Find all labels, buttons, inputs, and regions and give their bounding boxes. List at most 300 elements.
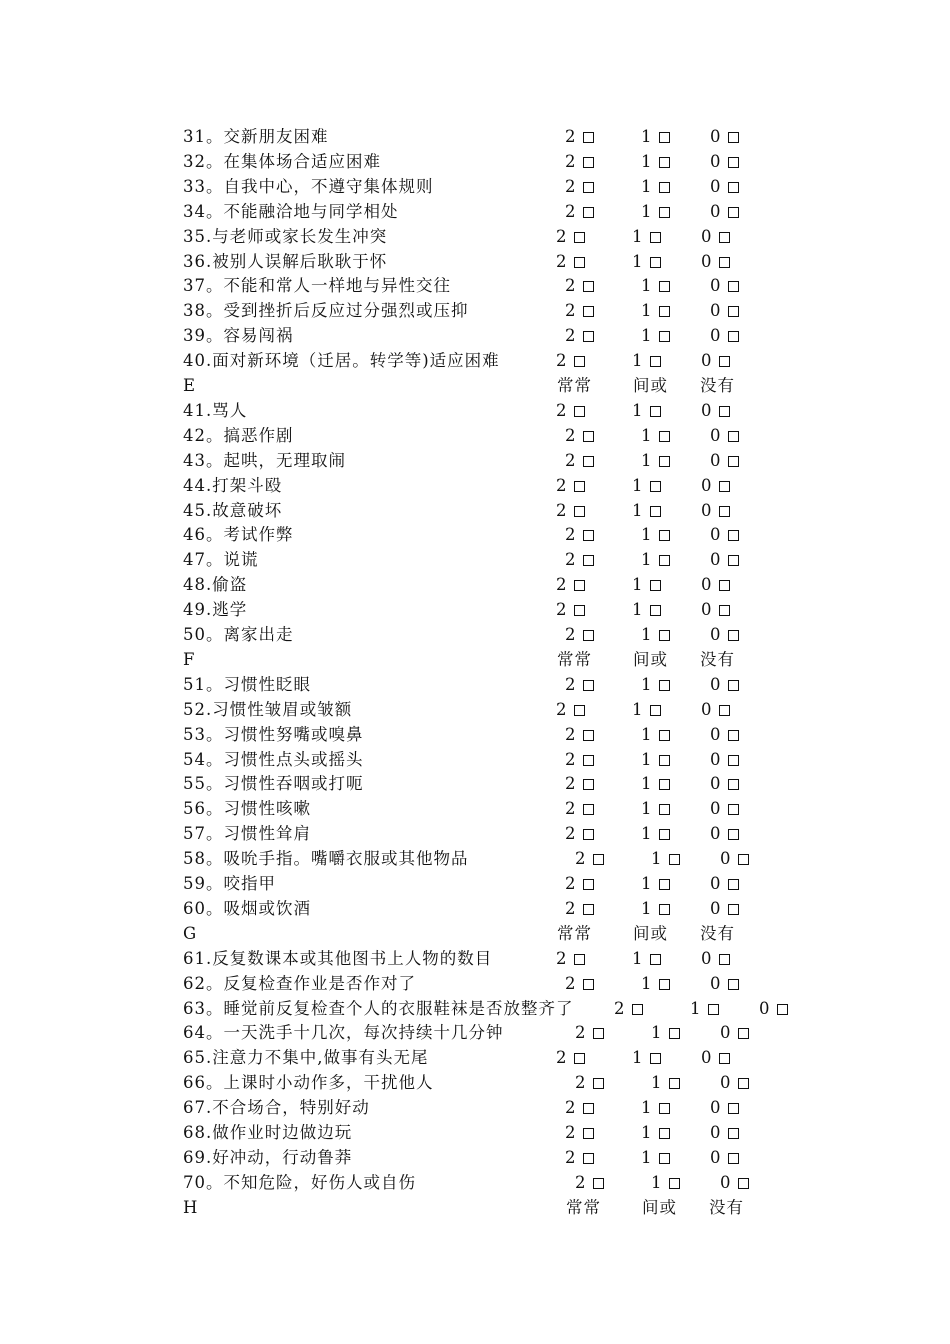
option-value: 2 (565, 276, 577, 296)
option-0 (710, 672, 739, 697)
checkbox-square[interactable] (719, 257, 730, 268)
checkbox-square[interactable] (719, 506, 730, 517)
checkbox-square[interactable] (583, 331, 594, 342)
option-1 (632, 398, 661, 423)
column-header: 没有 (700, 376, 735, 395)
checkbox-square[interactable] (659, 680, 670, 691)
question-text: 46。考试作弊 (183, 525, 294, 545)
option-2 (565, 622, 594, 647)
checkbox-square[interactable] (659, 306, 670, 317)
checkbox-square[interactable] (650, 481, 661, 492)
option-0 (720, 1070, 749, 1095)
option-value: 0 (710, 874, 722, 893)
option-2 (556, 348, 585, 373)
checkbox-square[interactable] (650, 580, 661, 591)
question-row (183, 273, 823, 298)
option-value: 2 (556, 400, 568, 420)
question-row (183, 473, 823, 498)
checkbox-square[interactable] (583, 979, 594, 990)
option-value: 2 (565, 550, 577, 570)
checkbox-square[interactable] (583, 530, 594, 541)
checkbox-square[interactable] (659, 829, 670, 840)
checkbox-square[interactable] (583, 1103, 594, 1114)
checkbox-square[interactable] (659, 730, 670, 741)
option-1 (641, 273, 670, 298)
option-value: 0 (710, 1147, 722, 1167)
option-value: 2 (575, 849, 587, 869)
checkbox-square[interactable] (728, 1128, 739, 1139)
option-value: 1 (641, 898, 653, 918)
checkbox-square[interactable] (583, 157, 594, 168)
checkbox-square[interactable] (574, 954, 585, 965)
checkbox-square[interactable] (659, 431, 670, 442)
checkbox-square[interactable] (574, 481, 585, 492)
checkbox-square[interactable] (583, 1128, 594, 1139)
checkbox-square[interactable] (738, 1028, 749, 1039)
option-1 (641, 547, 670, 572)
option-2 (565, 199, 594, 224)
checkbox-square[interactable] (728, 779, 739, 790)
option-value: 0 (710, 276, 722, 296)
option-2 (565, 1095, 594, 1120)
checkbox-square[interactable] (728, 281, 739, 292)
option-value: 2 (556, 475, 568, 495)
checkbox-square[interactable] (583, 456, 594, 467)
checkbox-square[interactable] (659, 1103, 670, 1114)
option-value: 2 (575, 1172, 587, 1192)
checkbox-square[interactable] (728, 904, 739, 915)
checkbox-square[interactable] (719, 1053, 730, 1064)
checkbox-square[interactable] (669, 1078, 680, 1089)
option-2 (565, 323, 594, 348)
option-2 (565, 796, 594, 821)
option-value: 0 (720, 1172, 732, 1192)
option-1 (651, 1070, 680, 1095)
question-text: 55。习惯性吞咽或打呃 (183, 774, 364, 794)
option-0 (710, 971, 739, 996)
option-1 (641, 1095, 670, 1120)
option-value: 1 (690, 998, 702, 1018)
option-value: 1 (641, 425, 653, 445)
checkbox-square[interactable] (574, 580, 585, 591)
option-0 (710, 1095, 739, 1120)
checkbox-square[interactable] (728, 431, 739, 442)
option-value: 0 (720, 1023, 732, 1043)
question-row (183, 249, 823, 274)
checkbox-square[interactable] (738, 1178, 749, 1189)
option-value: 1 (641, 450, 653, 470)
checkbox-square[interactable] (583, 829, 594, 840)
option-value: 2 (556, 600, 568, 620)
option-0 (710, 1145, 739, 1170)
question-text: 50。离家出走 (183, 625, 294, 644)
question-text: 47。说谎 (183, 550, 259, 570)
option-value: 1 (641, 724, 653, 744)
column-header: 常常 (557, 923, 592, 943)
checkbox-square[interactable] (650, 954, 661, 965)
question-text: 53。习惯性努嘴或嗅鼻 (183, 724, 364, 744)
checkbox-square[interactable] (659, 755, 670, 766)
option-value: 1 (641, 1098, 653, 1118)
option-value: 2 (556, 575, 568, 595)
question-row (183, 846, 823, 871)
option-1 (641, 124, 670, 149)
question-text: 48.偷盗 (183, 575, 248, 595)
option-1 (632, 572, 661, 597)
option-2 (575, 846, 604, 871)
option-value: 0 (710, 550, 722, 570)
question-text: 58。吸吮手指。嘴嚼衣服或其他物品 (183, 849, 469, 869)
checkbox-square[interactable] (593, 854, 604, 865)
column-header: 常常 (557, 649, 592, 669)
option-2 (556, 249, 585, 274)
checkbox-square[interactable] (659, 1153, 670, 1164)
option-value: 0 (701, 1048, 713, 1068)
checkbox-square[interactable] (659, 281, 670, 292)
option-value: 1 (632, 226, 644, 246)
option-value: 1 (651, 1172, 663, 1192)
checkbox-square[interactable] (574, 356, 585, 367)
checkbox-square[interactable] (583, 680, 594, 691)
option-value: 2 (565, 749, 577, 769)
option-0 (701, 224, 730, 249)
question-row (183, 896, 823, 921)
option-value: 2 (565, 674, 577, 694)
option-1 (641, 199, 670, 224)
checkbox-square[interactable] (728, 306, 739, 317)
option-value: 2 (565, 1147, 577, 1167)
checkbox-square[interactable] (650, 605, 661, 616)
checkbox-square[interactable] (728, 182, 739, 193)
checkbox-square[interactable] (659, 804, 670, 815)
checkbox-square[interactable] (574, 605, 585, 616)
option-value: 2 (565, 898, 577, 918)
option-value: 0 (710, 326, 722, 346)
option-1 (632, 597, 661, 622)
checkbox-square[interactable] (728, 331, 739, 342)
option-0 (759, 996, 788, 1021)
checkbox-square[interactable] (728, 207, 739, 218)
checkbox-square[interactable] (728, 730, 739, 741)
checkbox-square[interactable] (719, 481, 730, 492)
checkbox-square[interactable] (583, 431, 594, 442)
checkbox-square[interactable] (719, 232, 730, 243)
question-text: 37。不能和常人一样地与异性交往 (183, 276, 451, 296)
checkbox-square[interactable] (650, 406, 661, 417)
option-value: 2 (565, 525, 577, 545)
question-row (183, 398, 823, 423)
option-1 (632, 946, 661, 971)
checkbox-square[interactable] (650, 1053, 661, 1064)
column-header: 常常 (566, 1197, 601, 1217)
option-value: 2 (614, 998, 626, 1018)
question-row (183, 1045, 823, 1070)
option-1 (632, 498, 661, 523)
checkbox-square[interactable] (728, 555, 739, 566)
checkbox-square[interactable] (583, 755, 594, 766)
question-text: 45.故意破坏 (183, 500, 283, 520)
option-0 (710, 547, 739, 572)
option-value: 2 (565, 1123, 577, 1142)
option-1 (641, 871, 670, 896)
checkbox-square[interactable] (583, 779, 594, 790)
checkbox-square[interactable] (583, 804, 594, 815)
question-row (183, 1095, 823, 1120)
option-2 (565, 672, 594, 697)
checkbox-square[interactable] (593, 1078, 604, 1089)
checkbox-square[interactable] (738, 854, 749, 865)
checkbox-square[interactable] (728, 804, 739, 815)
checkbox-square[interactable] (583, 132, 594, 143)
option-1 (641, 821, 670, 846)
question-row (183, 747, 823, 772)
checkbox-square[interactable] (728, 879, 739, 890)
option-0 (710, 522, 739, 547)
option-value: 1 (641, 151, 653, 171)
question-text: 33。自我中心，不遵守集体规则 (183, 176, 434, 196)
question-row (183, 821, 823, 846)
option-value: 1 (641, 276, 653, 296)
question-text: 59。咬指甲 (183, 874, 276, 893)
question-text: 43。起哄，无理取闹 (183, 450, 346, 470)
section-header-row (183, 1195, 823, 1220)
checkbox-square[interactable] (659, 132, 670, 143)
option-value: 1 (641, 301, 653, 321)
checkbox-square[interactable] (583, 630, 594, 641)
option-2 (556, 946, 585, 971)
option-2 (556, 1045, 585, 1070)
checkbox-square[interactable] (583, 555, 594, 566)
option-2 (556, 697, 585, 722)
checkbox-square[interactable] (583, 730, 594, 741)
checkbox-square[interactable] (659, 530, 670, 541)
option-value: 0 (710, 625, 722, 644)
option-value: 2 (565, 450, 577, 470)
option-value: 2 (565, 724, 577, 744)
checkbox-square[interactable] (650, 506, 661, 517)
option-2 (565, 124, 594, 149)
checkbox-square[interactable] (738, 1078, 749, 1089)
checkbox-square[interactable] (719, 605, 730, 616)
option-value: 0 (701, 575, 713, 595)
checkbox-square[interactable] (583, 207, 594, 218)
checkbox-square[interactable] (659, 630, 670, 641)
option-value: 0 (710, 151, 722, 171)
option-2 (575, 1170, 604, 1195)
question-text: 65.注意力不集中,做事有头无尾 (183, 1048, 429, 1068)
option-value: 0 (720, 849, 732, 869)
option-2 (565, 971, 594, 996)
checkbox-square[interactable] (659, 1128, 670, 1139)
option-0 (710, 722, 739, 747)
option-2 (565, 423, 594, 448)
checkbox-square[interactable] (728, 979, 739, 990)
option-value: 2 (565, 201, 577, 221)
option-0 (710, 821, 739, 846)
option-1 (641, 672, 670, 697)
checkbox-square[interactable] (650, 705, 661, 716)
option-1 (641, 971, 670, 996)
option-1 (632, 473, 661, 498)
option-value: 0 (701, 226, 713, 246)
option-value: 1 (632, 400, 644, 420)
checkbox-square[interactable] (669, 1028, 680, 1039)
option-1 (641, 174, 670, 199)
question-text: 54。习惯性点头或摇头 (183, 749, 364, 769)
option-value: 2 (565, 799, 577, 819)
checkbox-square[interactable] (728, 530, 739, 541)
option-value: 0 (710, 1123, 722, 1142)
checkbox-square[interactable] (583, 306, 594, 317)
option-0 (701, 249, 730, 274)
option-value: 0 (710, 127, 722, 146)
checkbox-square[interactable] (728, 630, 739, 641)
checkbox-square[interactable] (632, 1004, 643, 1015)
option-value: 0 (710, 301, 722, 321)
question-text: 51。习惯性眨眼 (183, 674, 311, 694)
option-0 (720, 1020, 749, 1045)
option-0 (710, 323, 739, 348)
checkbox-square[interactable] (728, 157, 739, 168)
option-value: 1 (641, 1147, 653, 1167)
checkbox-square[interactable] (719, 356, 730, 367)
checkbox-square[interactable] (659, 779, 670, 790)
checkbox-square[interactable] (583, 1153, 594, 1164)
section-header-row (183, 921, 823, 946)
option-1 (632, 249, 661, 274)
option-value: 1 (632, 351, 644, 371)
checkbox-square[interactable] (574, 232, 585, 243)
checkbox-square[interactable] (574, 1053, 585, 1064)
question-text: 67.不合场合，特别好动 (183, 1098, 370, 1118)
checkbox-square[interactable] (728, 755, 739, 766)
checkbox-square[interactable] (659, 904, 670, 915)
option-value: 2 (565, 326, 577, 346)
checkbox-square[interactable] (669, 854, 680, 865)
option-value: 2 (565, 874, 577, 893)
question-text: 38。受到挫折后反应过分强烈或压抑 (183, 301, 469, 321)
checkbox-square[interactable] (659, 979, 670, 990)
option-2 (575, 1070, 604, 1095)
option-1 (641, 423, 670, 448)
question-row (183, 871, 823, 896)
option-value: 1 (641, 1123, 653, 1142)
option-value: 2 (565, 625, 577, 644)
option-1 (641, 747, 670, 772)
checkbox-square[interactable] (583, 904, 594, 915)
section-header-row (183, 647, 823, 672)
option-value: 0 (710, 425, 722, 445)
option-value: 2 (565, 301, 577, 321)
option-value: 2 (565, 774, 577, 794)
option-2 (556, 597, 585, 622)
checkbox-square[interactable] (593, 1028, 604, 1039)
question-text: 35.与老师或家长发生冲突 (183, 226, 388, 246)
checkbox-square[interactable] (650, 356, 661, 367)
checkbox-square[interactable] (728, 1153, 739, 1164)
option-value: 0 (701, 475, 713, 495)
option-2 (565, 174, 594, 199)
option-2 (565, 1120, 594, 1145)
checkbox-square[interactable] (650, 257, 661, 268)
section-letter: E (183, 376, 197, 395)
checkbox-square[interactable] (719, 580, 730, 591)
question-row (183, 672, 823, 697)
option-0 (710, 871, 739, 896)
option-0 (720, 1170, 749, 1195)
checkbox-square[interactable] (728, 456, 739, 467)
checkbox-square[interactable] (728, 132, 739, 143)
option-2 (565, 273, 594, 298)
option-value: 0 (701, 500, 713, 520)
option-value: 1 (641, 625, 653, 644)
checkbox-square[interactable] (574, 406, 585, 417)
checkbox-square[interactable] (719, 954, 730, 965)
option-value: 0 (701, 251, 713, 271)
option-2 (575, 1020, 604, 1045)
checkbox-square[interactable] (708, 1004, 719, 1015)
option-1 (641, 896, 670, 921)
checkbox-square[interactable] (659, 879, 670, 890)
option-value: 0 (710, 450, 722, 470)
option-value: 1 (632, 575, 644, 595)
question-text: 69.好冲动，行动鲁莽 (183, 1147, 353, 1167)
checkbox-square[interactable] (593, 1178, 604, 1189)
question-row (183, 498, 823, 523)
checkbox-square[interactable] (777, 1004, 788, 1015)
option-2 (556, 498, 585, 523)
checkbox-square[interactable] (669, 1178, 680, 1189)
checkbox-square[interactable] (583, 182, 594, 193)
question-row (183, 224, 823, 249)
checkbox-square[interactable] (659, 456, 670, 467)
checkbox-square[interactable] (659, 207, 670, 218)
question-text: 68.做作业时边做边玩 (183, 1123, 353, 1142)
question-row (183, 1020, 823, 1045)
checkbox-square[interactable] (719, 705, 730, 716)
checkbox-square[interactable] (728, 829, 739, 840)
option-1 (651, 846, 680, 871)
option-0 (710, 174, 739, 199)
checkbox-square[interactable] (719, 406, 730, 417)
checkbox-square[interactable] (574, 257, 585, 268)
checkbox-square[interactable] (574, 506, 585, 517)
option-value: 1 (632, 1048, 644, 1068)
option-1 (641, 323, 670, 348)
section-header-row (183, 373, 823, 398)
question-row (183, 199, 823, 224)
checkbox-square[interactable] (650, 232, 661, 243)
column-header: 间或 (642, 1197, 677, 1217)
checkbox-square[interactable] (659, 555, 670, 566)
checkbox-square[interactable] (583, 879, 594, 890)
checkbox-square[interactable] (659, 157, 670, 168)
checkbox-square[interactable] (583, 281, 594, 292)
checkbox-square[interactable] (728, 1103, 739, 1114)
option-1 (641, 771, 670, 796)
question-text: 52.习惯性皱眉或皱额 (183, 699, 353, 719)
checkbox-square[interactable] (659, 182, 670, 193)
checkbox-square[interactable] (659, 331, 670, 342)
option-value: 0 (710, 1098, 722, 1118)
option-value: 1 (641, 674, 653, 694)
option-1 (641, 622, 670, 647)
checkbox-square[interactable] (728, 680, 739, 691)
checkbox-square[interactable] (574, 705, 585, 716)
option-0 (710, 796, 739, 821)
option-value: 1 (632, 699, 644, 719)
question-row (183, 448, 823, 473)
